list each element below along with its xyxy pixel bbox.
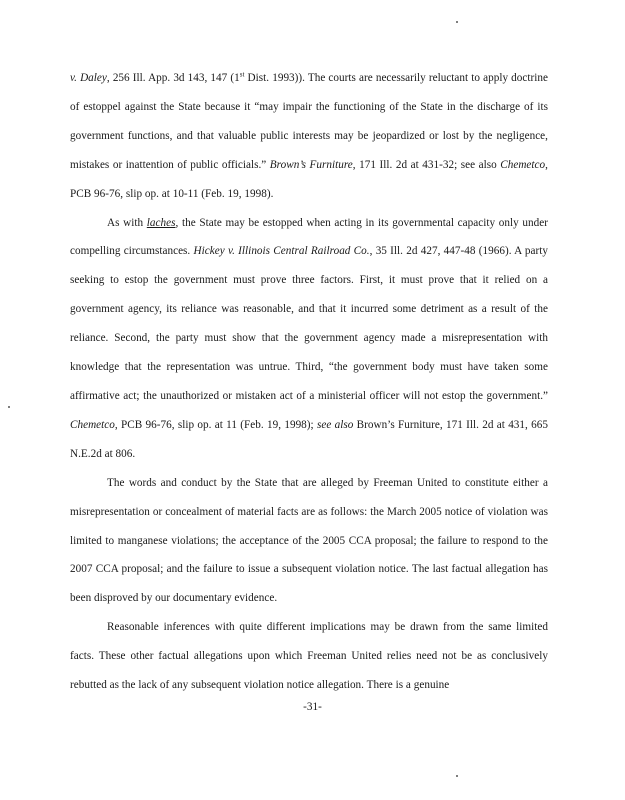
text-run: v. Daley [70, 72, 107, 84]
text-run: , PCB 96-76, slip op. at 10-11 (Feb. 19, 1998). [70, 158, 548, 200]
text-run: Dist. 1993)). The courts are necessarily reluctant to apply doctrine of estoppel against the State because it “may impair the functioning of the State in the discharge of its government functions, and that valuable public interests may be jeopardized or lost by the negligence, mistakes or inattention of public officials.” [70, 72, 548, 171]
text-run: Chemetco [70, 418, 115, 431]
text-run: Brown’s Furniture, 171 Ill. 2d at 431, 665 N.E.2d at 806. [70, 418, 548, 460]
text-run: , 35 Ill. 2d 427, 447-48 (1966). A party seeking to estop the government must prove three factors. First, it must prove that it relied on a government agency, its reliance was reasonable, and that it incurred some detriment as a result of the reliance. Second, the party must show that the government agency made a misrepresentation with knowledge that the representation was untrue. Third, “the government body must have taken some affirmative act; the unauthorized or mistaken act of a ministerial officer will not estop the government.” [70, 245, 548, 402]
text-run: Brown’s Furniture [269, 158, 353, 171]
text-run: Hickey v. Illinois Central Railroad Co. [193, 245, 370, 258]
paragraph-alleged-conduct [70, 469, 548, 614]
scan-speck [456, 21, 458, 23]
paragraph-estoppel-factors [70, 209, 548, 469]
text-run: , the State may be estopped when acting in its governmental capacity only under compelling circumstances. [70, 216, 548, 258]
text-run: As with [107, 216, 147, 229]
text-run: Reasonable inferences with quite different implications may be drawn from the same limited facts. These other factual allegations upon which Freeman United relies need not be as conclusively rebutted as the lack of any subsequent violation notice allegation. There is a genuine [70, 621, 548, 692]
scan-speck [456, 775, 458, 777]
text-run: , 256 Ill. App. 3d 143, 147 (1 [106, 72, 240, 84]
scan-speck [8, 406, 10, 408]
text-run: see also [316, 418, 354, 431]
text-run: , PCB 96-76, slip op. at 11 (Feb. 19, 1998); [114, 418, 317, 431]
page-number: -31- [303, 701, 322, 713]
text-run: The words and conduct by the State that are alleged by Freeman United to constitute either a misrepresentation or concealment of material facts are as follows: the March 2005 notice of violation was limited to manganese violations; the acceptance of the 2005 CCA proposal; the failure to respond to the 2007 CCA proposal; and the failure to issue a subsequent violation notice. The last factual allegation has been disproved by our documentary evidence. [70, 476, 548, 605]
text-run: laches [146, 216, 176, 229]
text-run: , 171 Ill. 2d at 431-32; see also [352, 158, 501, 171]
body-text [70, 64, 548, 700]
text-run: Chemetco [500, 158, 546, 171]
paragraph-reasonable-inferences [70, 613, 548, 700]
text-run: st [239, 70, 245, 79]
paragraph-estoppel-reluctance [70, 64, 548, 209]
